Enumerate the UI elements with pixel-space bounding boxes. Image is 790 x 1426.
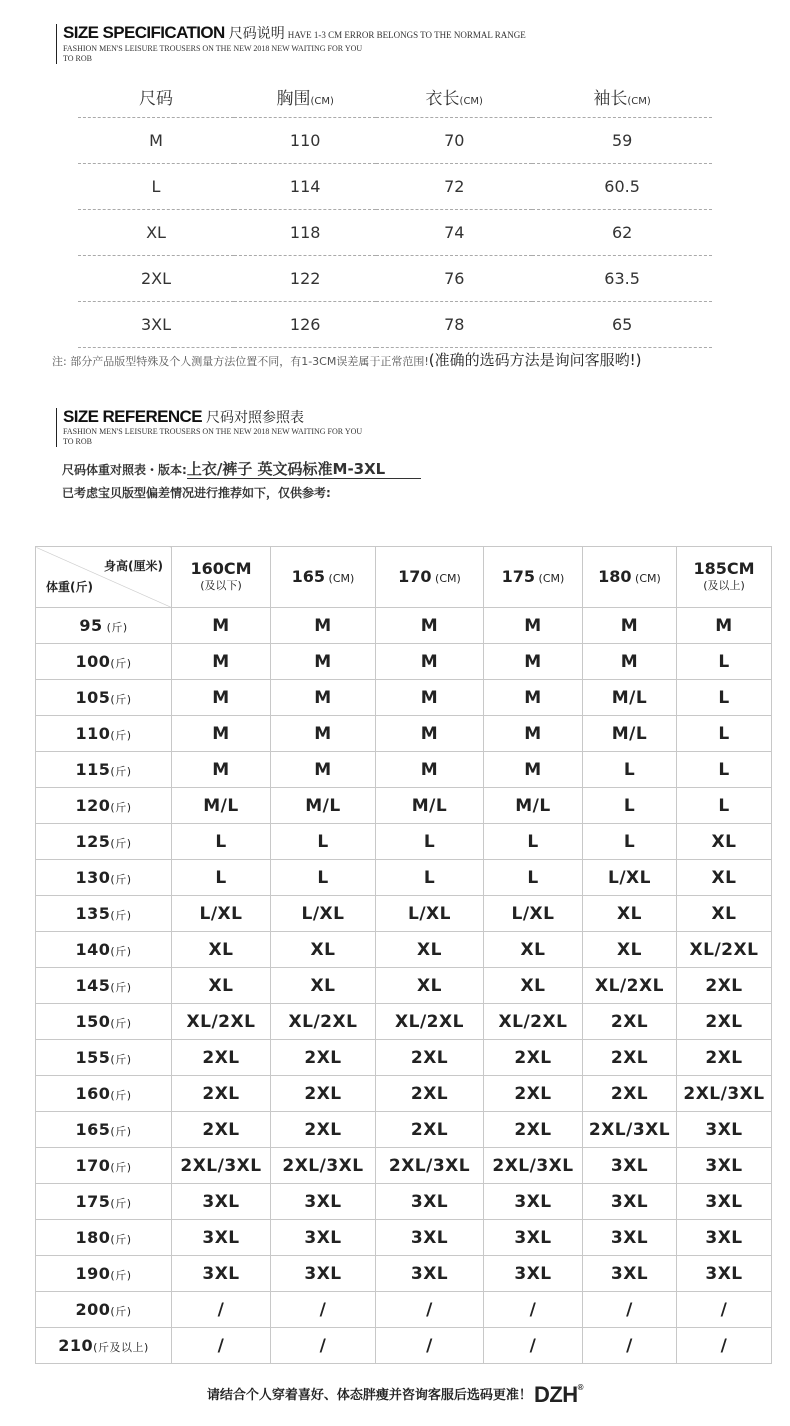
size-recommendation-cell: 3XL <box>271 1220 376 1256</box>
size-recommendation-cell: M <box>484 716 583 752</box>
weight-value: 165 <box>75 1120 111 1139</box>
weight-row <box>36 1112 772 1148</box>
spec-cell: L <box>78 164 234 210</box>
size-recommendation-cell: 2XL <box>583 1076 677 1112</box>
size-recommendation-cell: M <box>376 644 484 680</box>
section-title-cn: 尺码说明 <box>228 26 285 42</box>
size-recommendation-cell: 2XL/3XL <box>484 1148 583 1184</box>
weight-label-cell <box>36 788 172 824</box>
size-recommendation-cell: M <box>376 608 484 644</box>
weight-value: 145 <box>75 976 111 995</box>
section-title-en: SIZE REFERENCE <box>63 407 202 426</box>
size-recommendation-cell: 2XL <box>376 1112 484 1148</box>
size-recommendation-cell: M/L <box>484 788 583 824</box>
spec-cell: M <box>78 118 234 164</box>
weight-value: 125 <box>75 832 111 851</box>
size-recommendation-cell: L <box>583 788 677 824</box>
height-qualifier: (及以上) <box>703 579 745 592</box>
weight-label-cell <box>36 716 172 752</box>
weight-value: 200 <box>75 1300 111 1319</box>
spec-row <box>78 118 712 164</box>
size-recommendation-cell: 3XL <box>484 1220 583 1256</box>
size-recommendation-cell: / <box>484 1328 583 1364</box>
weight-label-cell <box>36 1148 172 1184</box>
weight-unit: (斤) <box>110 1269 132 1282</box>
section-subtitle: FASHION MEN'S LEISURE TROUSERS ON THE NEW 2018 NEW WAITING FOR YOU TO ROB <box>63 44 363 63</box>
size-recommendation-cell: 2XL <box>583 1040 677 1076</box>
weight-row <box>36 1256 772 1292</box>
weight-row <box>36 968 772 1004</box>
size-recommendation-cell: XL <box>271 968 376 1004</box>
weight-row <box>36 1040 772 1076</box>
size-recommendation-cell: XL <box>677 860 772 896</box>
weight-unit: (斤) <box>110 981 132 994</box>
weight-label-cell <box>36 1004 172 1040</box>
size-specification-header <box>56 24 526 64</box>
spec-cell: 65 <box>532 302 712 348</box>
weight-label-cell <box>36 1076 172 1112</box>
size-recommendation-cell: M <box>271 680 376 716</box>
spec-cell: 122 <box>234 256 376 302</box>
size-recommendation-cell: 3XL <box>271 1184 376 1220</box>
size-recommendation-cell: 2XL <box>677 1004 772 1040</box>
spec-row <box>78 256 712 302</box>
size-recommendation-cell: L <box>677 788 772 824</box>
size-recommendation-cell: L <box>172 860 271 896</box>
spec-row <box>78 302 712 348</box>
size-recommendation-cell: M <box>677 608 772 644</box>
size-recommendation-cell: XL/2XL <box>376 1004 484 1040</box>
size-recommendation-cell: 3XL <box>583 1220 677 1256</box>
weight-value: 120 <box>75 796 111 815</box>
size-recommendation-cell: / <box>376 1328 484 1364</box>
size-reference-table <box>35 546 772 1364</box>
size-recommendation-cell: XL/2XL <box>172 1004 271 1040</box>
size-recommendation-cell: 2XL <box>583 1004 677 1040</box>
spec-header-sleeve: 袖长(CM) <box>532 75 712 118</box>
weight-axis-label: 体重(斤) <box>46 580 93 594</box>
size-recommendation-cell: M <box>271 752 376 788</box>
spec-header-chest: 胸围(CM) <box>234 75 376 118</box>
weight-unit: (斤) <box>102 621 128 634</box>
size-recommendation-cell: 2XL <box>484 1076 583 1112</box>
height-value: 180 <box>598 566 632 586</box>
size-recommendation-cell: 3XL <box>376 1256 484 1292</box>
size-recommendation-cell: M/L <box>583 716 677 752</box>
size-recommendation-cell: 3XL <box>484 1184 583 1220</box>
height-unit: (CM) <box>325 571 355 585</box>
section-title-cn: 尺码对照参照表 <box>205 410 304 426</box>
size-recommendation-cell: 2XL/3XL <box>677 1076 772 1112</box>
spec-cell: 74 <box>376 210 532 256</box>
size-recommendation-cell: L <box>376 860 484 896</box>
size-recommendation-cell: 3XL <box>677 1256 772 1292</box>
spec-cell: 72 <box>376 164 532 210</box>
weight-row <box>36 896 772 932</box>
size-recommendation-cell: L <box>583 824 677 860</box>
spec-cell: 126 <box>234 302 376 348</box>
section-title-en: SIZE SPECIFICATION <box>63 23 225 42</box>
size-recommendation-cell: M <box>583 608 677 644</box>
weight-label-cell <box>36 1112 172 1148</box>
size-recommendation-cell: L <box>677 644 772 680</box>
size-recommendation-cell: 2XL <box>484 1112 583 1148</box>
weight-label-cell <box>36 1220 172 1256</box>
weight-label-cell <box>36 608 172 644</box>
weight-label-cell <box>36 896 172 932</box>
weight-unit: (斤) <box>110 1053 132 1066</box>
spec-cell: 2XL <box>78 256 234 302</box>
spec-cell: 62 <box>532 210 712 256</box>
size-recommendation-cell: M <box>484 644 583 680</box>
weight-unit: (斤) <box>110 1161 132 1174</box>
weight-label-cell <box>36 824 172 860</box>
weight-label-cell <box>36 680 172 716</box>
weight-value: 170 <box>75 1156 111 1175</box>
size-recommendation-cell: 3XL <box>677 1148 772 1184</box>
height-column-header <box>271 547 376 608</box>
size-recommendation-cell: L/XL <box>484 896 583 932</box>
spec-cell: 70 <box>376 118 532 164</box>
size-recommendation-cell: XL/2XL <box>677 932 772 968</box>
weight-unit: (斤) <box>110 873 132 886</box>
weight-value: 155 <box>75 1048 111 1067</box>
size-recommendation-cell: L <box>677 680 772 716</box>
spec-cell: 3XL <box>78 302 234 348</box>
weight-row <box>36 932 772 968</box>
weight-unit: (斤) <box>110 1125 132 1138</box>
weight-label-cell <box>36 1184 172 1220</box>
weight-value: 100 <box>75 652 111 671</box>
size-recommendation-cell: L <box>677 752 772 788</box>
spec-row <box>78 164 712 210</box>
reference-version-label: 尺码体重对照表・版本: <box>62 463 187 477</box>
weight-unit: (斤) <box>110 801 132 814</box>
weight-value: 150 <box>75 1012 111 1031</box>
weight-unit: (斤) <box>110 1197 132 1210</box>
weight-value: 175 <box>75 1192 111 1211</box>
size-recommendation-cell: L <box>271 860 376 896</box>
height-value: 175 <box>501 566 536 586</box>
size-recommendation-cell: XL <box>677 896 772 932</box>
size-recommendation-cell: M/L <box>271 788 376 824</box>
size-recommendation-cell: M <box>172 644 271 680</box>
size-recommendation-cell: XL <box>583 932 677 968</box>
weight-value: 95 <box>79 616 103 635</box>
measurement-note-text: 注: 部分产品版型特殊及个人测量方法位置不同，有1-3CM误差属于正常范围! <box>52 355 429 368</box>
error-range-note: HAVE 1-3 CM ERROR BELONGS TO THE NORMAL RANGE <box>287 30 526 40</box>
height-value: 160CM <box>190 559 252 578</box>
size-recommendation-cell: L <box>376 824 484 860</box>
size-recommendation-cell: 3XL <box>484 1256 583 1292</box>
weight-row <box>36 716 772 752</box>
weight-row <box>36 1004 772 1040</box>
weight-label-cell <box>36 932 172 968</box>
size-recommendation-cell: XL <box>271 932 376 968</box>
size-recommendation-cell: XL <box>376 968 484 1004</box>
spec-cell: 76 <box>376 256 532 302</box>
weight-value: 135 <box>75 904 111 923</box>
weight-row <box>36 1148 772 1184</box>
size-recommendation-cell: M <box>376 716 484 752</box>
weight-value: 110 <box>75 724 111 743</box>
size-recommendation-cell: 2XL <box>271 1040 376 1076</box>
reference-disclaimer: 已考虑宝贝版型偏差情况进行推荐如下，仅供参考: <box>62 486 331 500</box>
size-recommendation-cell: XL <box>484 932 583 968</box>
size-recommendation-cell: 3XL <box>172 1184 271 1220</box>
size-recommendation-cell: / <box>583 1292 677 1328</box>
weight-unit: (斤) <box>110 657 132 670</box>
size-recommendation-cell: 2XL <box>677 968 772 1004</box>
weight-row <box>36 1076 772 1112</box>
weight-row <box>36 752 772 788</box>
height-unit: (CM) <box>631 571 661 585</box>
weight-row <box>36 608 772 644</box>
size-recommendation-cell: L <box>484 824 583 860</box>
weight-unit: (斤) <box>110 729 132 742</box>
spec-cell: 118 <box>234 210 376 256</box>
size-recommendation-cell: XL/2XL <box>484 1004 583 1040</box>
size-recommendation-cell: 2XL <box>677 1040 772 1076</box>
size-recommendation-cell: 3XL <box>583 1256 677 1292</box>
size-recommendation-cell: / <box>677 1292 772 1328</box>
weight-row <box>36 1184 772 1220</box>
height-column-header <box>172 547 271 608</box>
weight-label-cell <box>36 752 172 788</box>
weight-value: 140 <box>75 940 111 959</box>
spec-header-size: 尺码 <box>78 75 234 118</box>
weight-unit: (斤) <box>110 945 132 958</box>
size-recommendation-cell: 2XL/3XL <box>376 1148 484 1184</box>
size-recommendation-cell: 2XL <box>271 1112 376 1148</box>
size-recommendation-cell: 2XL/3XL <box>583 1112 677 1148</box>
size-recommendation-cell: / <box>376 1292 484 1328</box>
spec-header-length: 衣长(CM) <box>376 75 532 118</box>
size-recommendation-cell: 3XL <box>677 1112 772 1148</box>
size-recommendation-cell: L/XL <box>271 896 376 932</box>
size-recommendation-cell: 3XL <box>172 1256 271 1292</box>
height-column-header <box>484 547 583 608</box>
weight-value: 160 <box>75 1084 111 1103</box>
size-recommendation-cell: M <box>172 608 271 644</box>
size-recommendation-cell: / <box>271 1292 376 1328</box>
spec-cell: 59 <box>532 118 712 164</box>
weight-unit: (斤) <box>110 765 132 778</box>
footer-text: 请结合个人穿着喜好、体态胖瘦并咨询客服后选码更准！ <box>206 1388 532 1403</box>
spec-cell: XL <box>78 210 234 256</box>
size-recommendation-cell: XL <box>583 896 677 932</box>
height-qualifier: (及以下) <box>200 579 242 592</box>
weight-row <box>36 680 772 716</box>
size-recommendation-cell: M <box>484 608 583 644</box>
size-recommendation-cell: L <box>583 752 677 788</box>
size-recommendation-cell: L/XL <box>376 896 484 932</box>
weight-unit: (斤) <box>110 837 132 850</box>
weight-row <box>36 1292 772 1328</box>
size-recommendation-cell: M <box>484 680 583 716</box>
size-recommendation-cell: XL <box>172 932 271 968</box>
height-value: 185CM <box>693 559 755 578</box>
size-recommendation-cell: 2XL/3XL <box>172 1148 271 1184</box>
size-recommendation-cell: XL <box>376 932 484 968</box>
weight-label-cell <box>36 1328 172 1364</box>
weight-label-cell <box>36 1256 172 1292</box>
weight-value: 105 <box>75 688 111 707</box>
size-recommendation-cell: M <box>583 644 677 680</box>
size-recommendation-cell: 3XL <box>376 1220 484 1256</box>
spec-cell: 110 <box>234 118 376 164</box>
size-recommendation-cell: 2XL <box>484 1040 583 1076</box>
size-recommendation-cell: XL/2XL <box>583 968 677 1004</box>
size-recommendation-cell: XL <box>677 824 772 860</box>
size-recommendation-cell: / <box>172 1328 271 1364</box>
size-recommendation-cell: 3XL <box>172 1220 271 1256</box>
reference-version-line <box>62 458 421 479</box>
height-column-header <box>376 547 484 608</box>
size-recommendation-cell: 2XL <box>376 1076 484 1112</box>
spec-row <box>78 210 712 256</box>
size-recommendation-cell: M/L <box>583 680 677 716</box>
size-recommendation-cell: 2XL <box>172 1076 271 1112</box>
size-recommendation-cell: M <box>376 680 484 716</box>
size-spec-table <box>78 75 712 348</box>
weight-value: 190 <box>75 1264 111 1283</box>
weight-row <box>36 788 772 824</box>
size-recommendation-cell: M <box>484 752 583 788</box>
size-recommendation-cell: 3XL <box>271 1256 376 1292</box>
size-recommendation-cell: L <box>484 860 583 896</box>
size-recommendation-cell: / <box>172 1292 271 1328</box>
weight-row <box>36 1220 772 1256</box>
size-reference-header <box>56 408 373 447</box>
height-unit: (CM) <box>535 571 565 585</box>
spec-cell: 60.5 <box>532 164 712 210</box>
section-subtitle: FASHION MEN'S LEISURE TROUSERS ON THE NEW 2018 NEW WAITING FOR YOU TO ROB <box>63 427 363 446</box>
size-recommendation-cell: M <box>172 680 271 716</box>
size-recommendation-cell: M <box>271 608 376 644</box>
height-unit: (CM) <box>431 571 461 585</box>
size-recommendation-cell: M <box>271 716 376 752</box>
size-recommendation-cell: L <box>677 716 772 752</box>
size-recommendation-cell: L/XL <box>172 896 271 932</box>
size-recommendation-cell: 2XL <box>172 1112 271 1148</box>
weight-unit: (斤及以上) <box>93 1341 149 1354</box>
size-recommendation-cell: 3XL <box>583 1184 677 1220</box>
size-recommendation-cell: XL/2XL <box>271 1004 376 1040</box>
size-recommendation-cell: 2XL <box>376 1040 484 1076</box>
size-recommendation-cell: 3XL <box>583 1148 677 1184</box>
height-column-header <box>677 547 772 608</box>
weight-row <box>36 644 772 680</box>
size-recommendation-cell: / <box>677 1328 772 1364</box>
weight-unit: (斤) <box>110 1089 132 1102</box>
size-recommendation-cell: L <box>271 824 376 860</box>
height-value: 165 <box>291 566 326 586</box>
spec-cell: 78 <box>376 302 532 348</box>
size-recommendation-cell: / <box>484 1292 583 1328</box>
spec-cell: 63.5 <box>532 256 712 302</box>
weight-value: 115 <box>75 760 111 779</box>
measurement-note-emphasis: (准确的选码方法是询问客服哟!) <box>428 351 642 369</box>
spec-cell: 114 <box>234 164 376 210</box>
weight-label-cell <box>36 968 172 1004</box>
size-recommendation-cell: 2XL <box>271 1076 376 1112</box>
size-recommendation-cell: 3XL <box>677 1184 772 1220</box>
size-recommendation-cell: XL <box>484 968 583 1004</box>
brand-logo: DZH® <box>533 1382 584 1407</box>
weight-row <box>36 1328 772 1364</box>
weight-label-cell <box>36 1040 172 1076</box>
measurement-note <box>52 349 641 370</box>
weight-row <box>36 824 772 860</box>
ref-corner-cell <box>36 547 172 608</box>
weight-label-cell <box>36 644 172 680</box>
size-recommendation-cell: M <box>271 644 376 680</box>
ref-header-row <box>36 547 772 608</box>
height-value: 170 <box>398 566 432 586</box>
reference-version-value: 上衣/裤子 英文码标准M-3XL <box>187 460 421 479</box>
size-recommendation-cell: M/L <box>172 788 271 824</box>
weight-unit: (斤) <box>110 1017 132 1030</box>
size-recommendation-cell: M <box>172 716 271 752</box>
height-column-header <box>583 547 677 608</box>
weight-label-cell <box>36 1292 172 1328</box>
size-recommendation-cell: / <box>271 1328 376 1364</box>
spec-header-row <box>78 75 712 118</box>
weight-unit: (斤) <box>110 693 132 706</box>
size-recommendation-cell: 3XL <box>376 1184 484 1220</box>
size-recommendation-cell: L <box>172 824 271 860</box>
weight-unit: (斤) <box>110 1233 132 1246</box>
weight-label-cell <box>36 860 172 896</box>
height-axis-label: 身高(厘米) <box>104 559 163 573</box>
size-recommendation-cell: M <box>172 752 271 788</box>
weight-row <box>36 860 772 896</box>
size-recommendation-cell: 2XL/3XL <box>271 1148 376 1184</box>
weight-value: 210 <box>58 1336 94 1355</box>
weight-value: 130 <box>75 868 111 887</box>
size-recommendation-cell: 2XL <box>172 1040 271 1076</box>
footer-advice <box>0 1382 790 1408</box>
size-recommendation-cell: M/L <box>376 788 484 824</box>
size-recommendation-cell: 3XL <box>677 1220 772 1256</box>
weight-unit: (斤) <box>110 1305 132 1318</box>
size-recommendation-cell: / <box>583 1328 677 1364</box>
size-recommendation-cell: XL <box>172 968 271 1004</box>
size-recommendation-cell: M <box>376 752 484 788</box>
weight-unit: (斤) <box>110 909 132 922</box>
weight-value: 180 <box>75 1228 111 1247</box>
size-recommendation-cell: L/XL <box>583 860 677 896</box>
